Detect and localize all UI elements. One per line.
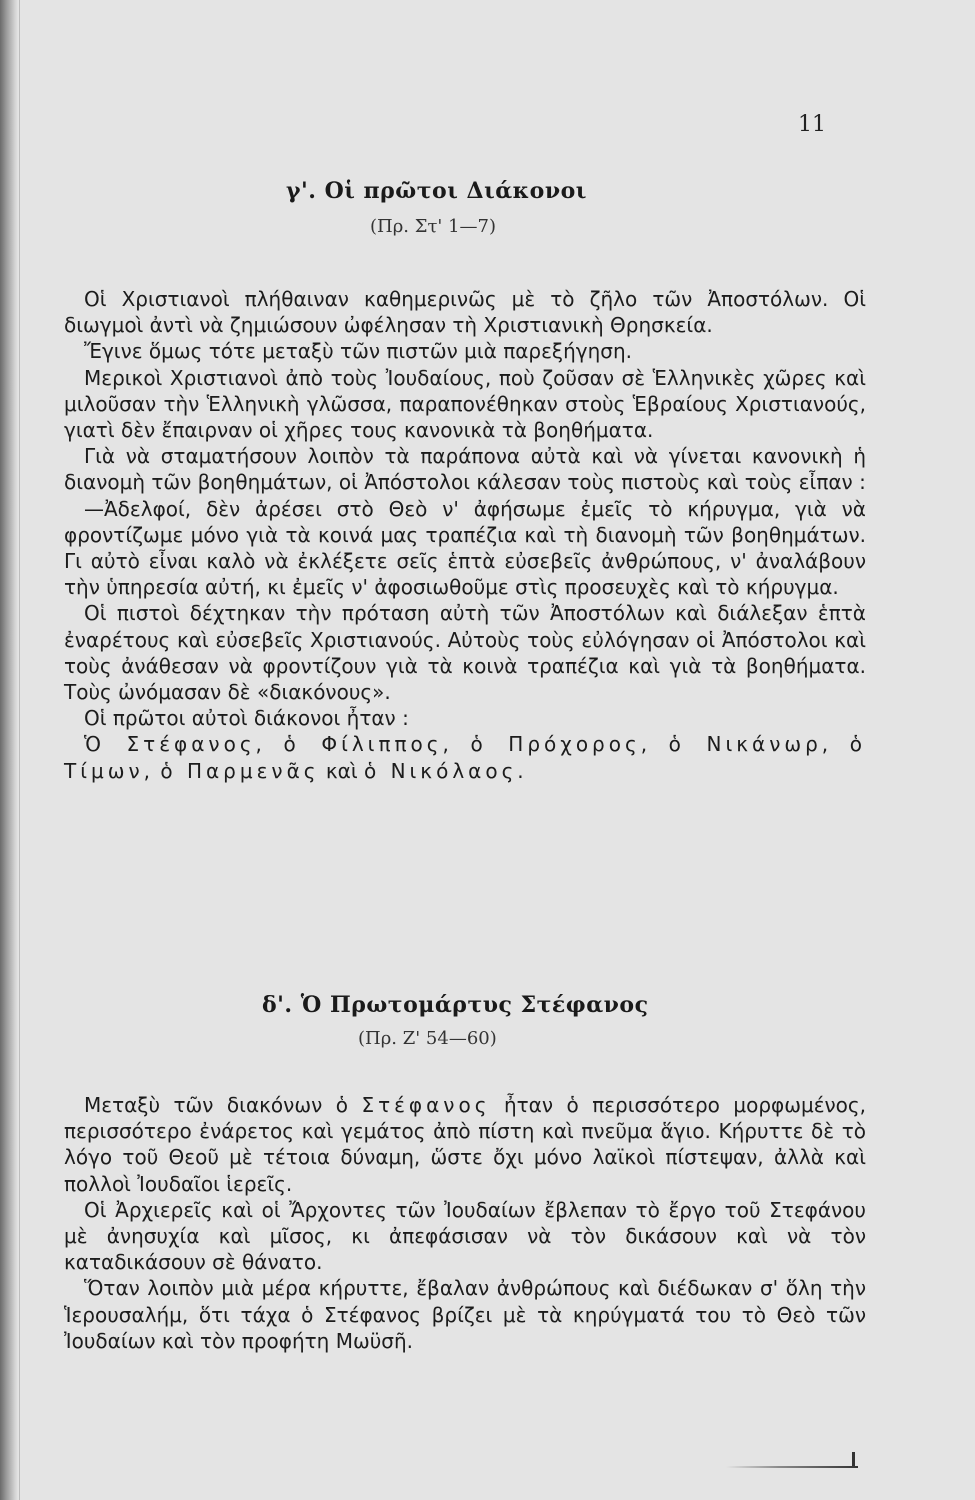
paragraph: Οἱ πιστοὶ δέχτηκαν τὴν πρόταση αὐτὴ τῶν Ἀποστόλων καὶ διάλεξαν ἑπτὰ ἐναρέτους καὶ εὐσεβεῖς Χριστιανούς. Αὐτοὺς τοὺς εὐλόγησαν οἱ Ἀπόστολοι καὶ τοὺς ἀνάθεσαν νὰ φροντίζουν γιὰ τὰ κοινὰ τραπέζια καὶ γιὰ τὰ βοηθήματα. Τοὺς ὠνόμασαν δὲ «διακόνους». xyxy=(64,601,866,705)
text-run: Μεταξὺ τῶν διακόνων ὁ xyxy=(84,1093,348,1117)
paragraph: Οἱ πρῶτοι αὐτοὶ διάκονοι ἦταν : xyxy=(84,706,409,731)
section-c-body xyxy=(64,286,866,784)
paragraph: Ὅταν λοιπὸν μιὰ μέρα κήρυττε, ἔβαλαν ἀνθρώπους καὶ διέδωκαν σ' ὅλη τὴν Ἱερουσαλήμ, ὅτι τάχα ὁ Στέφανος βρίζει μὲ τὰ κηρύγματά του τὸ Θεὸ τῶν Ἰουδαίων καὶ τὸν προφήτη Μωϋσῆ. xyxy=(64,1276,866,1353)
section-d-body xyxy=(64,1092,866,1354)
deacon-name: Ὁ Στέφανος, xyxy=(84,732,266,757)
paragraph: Μερικοὶ Χριστιανοὶ ἀπὸ τοὺς Ἰουδαίους, ποὺ ζοῦσαν σὲ Ἑλληνικὲς χῶρες καὶ μιλοῦσαν τὴν Ἑλληνικὴ γλῶσσα, παραπονέθηκαν στοὺς Ἑβραίους Χριστιανούς, γιατὶ δὲν ἔπαιρναν οἱ χῆρες τους κανονικὰ τὰ βοηθήματα. xyxy=(64,365,866,443)
text-run: ἦταν ὁ περισσότερο μορφωμένος, περισσότερο ἐνάρετος καὶ γεμάτος ἀπὸ πίστη καὶ πνεῦμα ἅγιο. Κήρυττε δὲ τὸ λόγο τοῦ Θεοῦ μὲ τέτοια δύναμη, ὥστε ὄχι μόνο λαϊκοὶ πίστεψαν, ἀλλὰ καὶ πολλοὶ Ἰουδαῖοι ἱερεῖς. xyxy=(64,1093,867,1196)
paragraph: Γιὰ νὰ σταματήσουν λοιπὸν τὰ παράπονα αὐτὰ καὶ νὰ γίνεται κανονικὴ ἡ διανομὴ τῶν βοηθημάτων, οἱ Ἀπόστολοι κάλεσαν τοὺς πιστοὺς καὶ τοὺς εἶπαν : xyxy=(64,444,866,495)
deacon-name: ὁ Τίμων, xyxy=(64,732,867,783)
deacon-list xyxy=(64,731,866,783)
section-d-reference: (Πρ. Ζ' 54—60) xyxy=(358,1028,497,1049)
paragraph xyxy=(64,1092,866,1197)
conjunction: καὶ xyxy=(325,758,358,783)
section-c-reference: (Πρ. Στ' 1—7) xyxy=(370,216,497,237)
paragraph: Οἱ Ἀρχιερεῖς καὶ οἱ Ἄρχοντες τῶν Ἰουδαίων ἔβλεπαν τὸ ἔργο τοῦ Στεφάνου μὲ ἀνησυχία καὶ μῖσος, κι ἀπεφάσισαν νὰ τὸν δικάσουν καὶ νὰ τὸν καταδικάσουν σὲ θάνατο. xyxy=(64,1197,866,1275)
stephen-name: Στέφανος xyxy=(361,1093,491,1117)
page-edge xyxy=(19,0,20,1500)
page-number: 11 xyxy=(798,112,826,137)
paragraph: —Ἀδελφοί, δὲν ἀρέσει στὸ Θεὸ ν' ἀφήσωμε ἐμεῖς τὸ κήρυγμα, γιὰ νὰ φροντίζωμε μόνο γιὰ τὰ κοινά μας τραπέζια καὶ τὴ διανομὴ τῶν βοηθημάτων. Γι αὐτὸ εἶναι καλὸ νὰ ἐκλέξετε σεῖς ἑπτὰ εὐσεβεῖς ἀνθρώπους, ν' ἀναλάβουν τὴν ὑπηρεσία αὐτή, κι ἐμεῖς ν' ἀφοσιωθοῦμε στὶς προσευχὲς καὶ τὸ κήρυγμα. xyxy=(64,496,866,600)
deacon-name: ὁ Παρμενᾶς xyxy=(160,758,320,783)
deacon-name: ὁ Νικάνωρ, xyxy=(668,732,833,757)
printer-mark xyxy=(726,1466,858,1468)
section-c-title: γ'. Οἱ πρῶτοι Διάκονοι xyxy=(286,178,587,204)
deacon-name: ὁ Νικόλαος. xyxy=(363,758,528,783)
deacon-name: ὁ Πρόχορος, xyxy=(470,732,652,757)
section-d-title: δ'. Ὁ Πρωτομάρτυς Στέφανος xyxy=(262,992,649,1018)
paragraph: Οἱ Χριστιανοὶ πλήθαιναν καθημερινῶς μὲ τὸ ζῆλο τῶν Ἀποστόλων. Οἱ διωγμοὶ ἀντὶ νὰ ζημιώσουν ὠφέλησαν τὴ Χριστιανικὴ Θρησκεία. xyxy=(64,287,866,338)
paragraph: Ἔγινε ὅμως τότε μεταξὺ τῶν πιστῶν μιὰ παρεξήγηση. xyxy=(84,339,632,364)
printer-mark-hook xyxy=(852,1452,855,1466)
binding-shadow xyxy=(0,0,18,1500)
deacon-name: ὁ Φίλιππος, xyxy=(283,732,453,757)
